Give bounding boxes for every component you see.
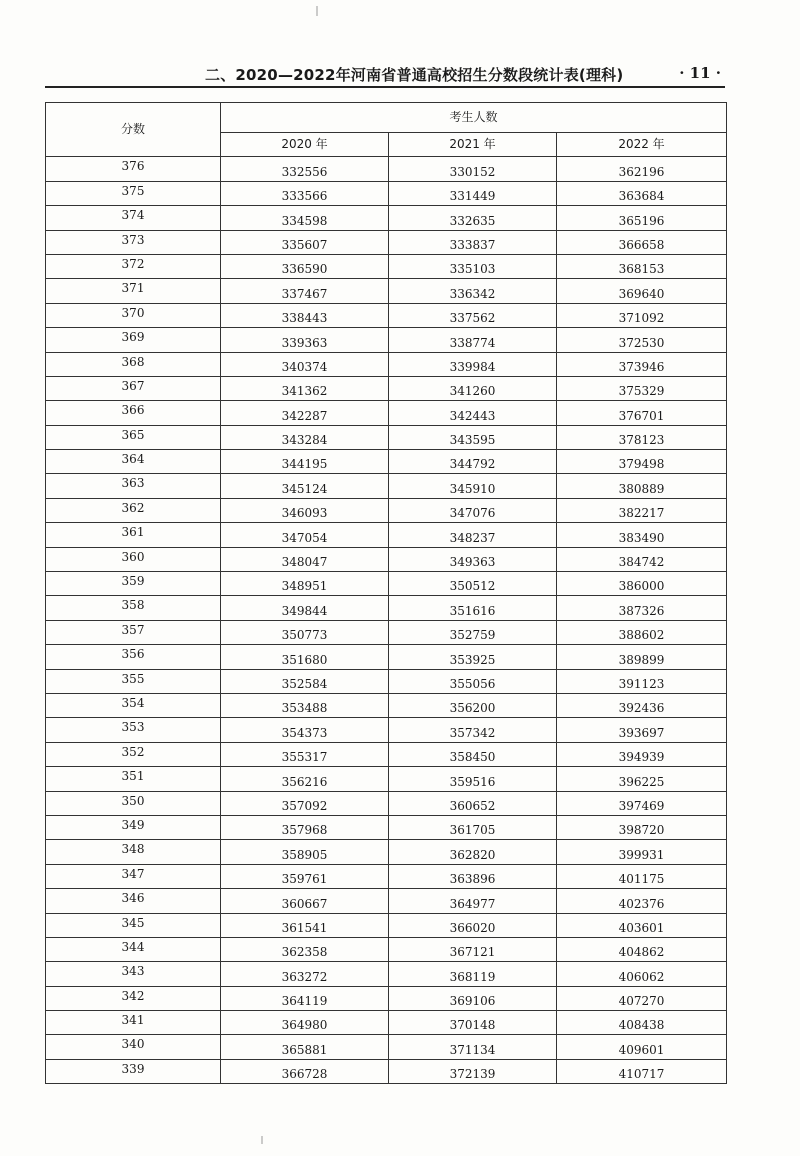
score-cell: 355 <box>46 669 221 693</box>
count-2020-cell: 346093 <box>221 498 389 522</box>
table-row <box>46 157 727 181</box>
count-2020-cell: 361541 <box>221 913 389 937</box>
count-2021-cell: 338774 <box>389 328 557 352</box>
count-2020-cell: 357092 <box>221 791 389 815</box>
count-2020-cell: 332556 <box>221 157 389 181</box>
score-cell: 374 <box>46 206 221 230</box>
count-2021-cell: 371134 <box>389 1035 557 1059</box>
count-2021-cell: 341260 <box>389 376 557 400</box>
table-row <box>46 791 727 815</box>
count-2020-cell: 364980 <box>221 1011 389 1035</box>
count-2020-cell: 334598 <box>221 206 389 230</box>
count-2020-cell: 357968 <box>221 815 389 839</box>
count-2021-cell: 362820 <box>389 840 557 864</box>
score-cell: 364 <box>46 450 221 474</box>
table-row <box>46 864 727 888</box>
score-cell: 370 <box>46 303 221 327</box>
count-2021-cell: 356200 <box>389 693 557 717</box>
table-row <box>46 303 727 327</box>
count-2020-cell: 336590 <box>221 254 389 278</box>
count-2022-cell: 407270 <box>557 986 727 1010</box>
count-2021-cell: 337562 <box>389 303 557 327</box>
score-cell: 356 <box>46 645 221 669</box>
score-cell: 368 <box>46 352 221 376</box>
score-cell: 365 <box>46 425 221 449</box>
score-cell: 361 <box>46 523 221 547</box>
count-2022-cell: 410717 <box>557 1059 727 1083</box>
table-row <box>46 937 727 961</box>
count-2020-cell: 358905 <box>221 840 389 864</box>
count-2020-cell: 337467 <box>221 279 389 303</box>
count-2020-cell: 348951 <box>221 572 389 596</box>
table-row <box>46 572 727 596</box>
score-cell: 362 <box>46 498 221 522</box>
count-2022-cell: 371092 <box>557 303 727 327</box>
candidate-count-header: 考生人数 <box>221 103 727 133</box>
count-2022-cell: 397469 <box>557 791 727 815</box>
table-row <box>46 596 727 620</box>
table-row <box>46 767 727 791</box>
count-2021-cell: 366020 <box>389 913 557 937</box>
count-2020-cell: 340374 <box>221 352 389 376</box>
count-2021-cell: 364977 <box>389 889 557 913</box>
score-column-header: 分数 <box>46 103 221 157</box>
count-2022-cell: 388602 <box>557 620 727 644</box>
count-2021-cell: 357342 <box>389 718 557 742</box>
table-row <box>46 1059 727 1083</box>
table-row <box>46 474 727 498</box>
count-2021-cell: 349363 <box>389 547 557 571</box>
count-2022-cell: 382217 <box>557 498 727 522</box>
score-cell: 344 <box>46 937 221 961</box>
score-cell: 358 <box>46 596 221 620</box>
count-2021-cell: 351616 <box>389 596 557 620</box>
table-row <box>46 352 727 376</box>
count-2020-cell: 348047 <box>221 547 389 571</box>
count-2021-cell: 330152 <box>389 157 557 181</box>
score-cell: 346 <box>46 889 221 913</box>
count-2022-cell: 392436 <box>557 693 727 717</box>
score-cell: 369 <box>46 328 221 352</box>
year-2020-header: 2020 年 <box>221 133 389 157</box>
count-2021-cell: 367121 <box>389 937 557 961</box>
table-row <box>46 815 727 839</box>
count-2021-cell: 358450 <box>389 742 557 766</box>
count-2021-cell: 345910 <box>389 474 557 498</box>
table-row <box>46 718 727 742</box>
score-cell: 348 <box>46 840 221 864</box>
count-2020-cell: 355317 <box>221 742 389 766</box>
count-2022-cell: 398720 <box>557 815 727 839</box>
count-2022-cell: 404862 <box>557 937 727 961</box>
table-row <box>46 254 727 278</box>
count-2020-cell: 342287 <box>221 401 389 425</box>
count-2021-cell: 372139 <box>389 1059 557 1083</box>
table-header-row <box>46 103 727 133</box>
count-2021-cell: 363896 <box>389 864 557 888</box>
table-row <box>46 620 727 644</box>
score-cell: 363 <box>46 474 221 498</box>
count-2020-cell: 351680 <box>221 645 389 669</box>
count-2020-cell: 362358 <box>221 937 389 961</box>
score-cell: 373 <box>46 230 221 254</box>
score-cell: 371 <box>46 279 221 303</box>
count-2022-cell: 376701 <box>557 401 727 425</box>
count-2020-cell: 341362 <box>221 376 389 400</box>
count-2021-cell: 347076 <box>389 498 557 522</box>
table-row <box>46 206 727 230</box>
count-2021-cell: 336342 <box>389 279 557 303</box>
count-2021-cell: 360652 <box>389 791 557 815</box>
count-2020-cell: 360667 <box>221 889 389 913</box>
table-row <box>46 669 727 693</box>
count-2021-cell: 361705 <box>389 815 557 839</box>
table-row <box>46 401 727 425</box>
count-2022-cell: 399931 <box>557 840 727 864</box>
count-2020-cell: 338443 <box>221 303 389 327</box>
score-cell: 359 <box>46 572 221 596</box>
score-cell: 343 <box>46 962 221 986</box>
count-2021-cell: 368119 <box>389 962 557 986</box>
count-2022-cell: 409601 <box>557 1035 727 1059</box>
count-2020-cell: 352584 <box>221 669 389 693</box>
score-cell: 353 <box>46 718 221 742</box>
count-2021-cell: 370148 <box>389 1011 557 1035</box>
table-row <box>46 1035 727 1059</box>
table-row <box>46 693 727 717</box>
score-cell: 351 <box>46 767 221 791</box>
count-2020-cell: 344195 <box>221 450 389 474</box>
table-row <box>46 498 727 522</box>
count-2021-cell: 331449 <box>389 181 557 205</box>
score-cell: 376 <box>46 157 221 181</box>
count-2022-cell: 373946 <box>557 352 727 376</box>
score-cell: 342 <box>46 986 221 1010</box>
count-2022-cell: 365196 <box>557 206 727 230</box>
count-2021-cell: 359516 <box>389 767 557 791</box>
score-cell: 347 <box>46 864 221 888</box>
score-cell: 375 <box>46 181 221 205</box>
count-2021-cell: 343595 <box>389 425 557 449</box>
table-row <box>46 742 727 766</box>
score-cell: 350 <box>46 791 221 815</box>
count-2022-cell: 389899 <box>557 645 727 669</box>
count-2022-cell: 391123 <box>557 669 727 693</box>
count-2022-cell: 396225 <box>557 767 727 791</box>
count-2022-cell: 408438 <box>557 1011 727 1035</box>
table-row <box>46 230 727 254</box>
page-header <box>45 62 725 88</box>
count-2022-cell: 393697 <box>557 718 727 742</box>
table-body <box>46 157 727 1084</box>
page-number: · 11 · <box>679 64 721 82</box>
count-2020-cell: 343284 <box>221 425 389 449</box>
count-2020-cell: 339363 <box>221 328 389 352</box>
score-cell: 372 <box>46 254 221 278</box>
table-row <box>46 523 727 547</box>
table-row <box>46 962 727 986</box>
count-2020-cell: 349844 <box>221 596 389 620</box>
score-cell: 367 <box>46 376 221 400</box>
score-cell: 349 <box>46 815 221 839</box>
count-2022-cell: 380889 <box>557 474 727 498</box>
table-row <box>46 645 727 669</box>
count-2020-cell: 335607 <box>221 230 389 254</box>
count-2022-cell: 387326 <box>557 596 727 620</box>
count-2021-cell: 348237 <box>389 523 557 547</box>
table-row <box>46 1011 727 1035</box>
count-2021-cell: 339984 <box>389 352 557 376</box>
score-cell: 354 <box>46 693 221 717</box>
count-2021-cell: 333837 <box>389 230 557 254</box>
table-row <box>46 328 727 352</box>
count-2022-cell: 402376 <box>557 889 727 913</box>
page-title: 二、2020—2022年河南省普通高校招生分数段统计表(理科) <box>205 66 624 84</box>
table-row <box>46 181 727 205</box>
count-2020-cell: 364119 <box>221 986 389 1010</box>
count-2022-cell: 375329 <box>557 376 727 400</box>
table-row <box>46 279 727 303</box>
count-2021-cell: 355056 <box>389 669 557 693</box>
count-2022-cell: 401175 <box>557 864 727 888</box>
count-2022-cell: 403601 <box>557 913 727 937</box>
count-2021-cell: 332635 <box>389 206 557 230</box>
count-2022-cell: 384742 <box>557 547 727 571</box>
count-2022-cell: 366658 <box>557 230 727 254</box>
count-2022-cell: 372530 <box>557 328 727 352</box>
header-rule <box>45 86 725 88</box>
table-row <box>46 376 727 400</box>
score-cell: 360 <box>46 547 221 571</box>
count-2020-cell: 365881 <box>221 1035 389 1059</box>
count-2022-cell: 363684 <box>557 181 727 205</box>
table-row <box>46 986 727 1010</box>
score-cell: 345 <box>46 913 221 937</box>
score-cell: 352 <box>46 742 221 766</box>
table-row <box>46 913 727 937</box>
table-row <box>46 425 727 449</box>
count-2020-cell: 356216 <box>221 767 389 791</box>
count-2022-cell: 368153 <box>557 254 727 278</box>
score-distribution-table <box>45 102 727 1084</box>
count-2020-cell: 366728 <box>221 1059 389 1083</box>
score-cell: 341 <box>46 1011 221 1035</box>
score-cell: 340 <box>46 1035 221 1059</box>
count-2020-cell: 347054 <box>221 523 389 547</box>
table-row <box>46 840 727 864</box>
count-2022-cell: 369640 <box>557 279 727 303</box>
count-2021-cell: 353925 <box>389 645 557 669</box>
count-2020-cell: 333566 <box>221 181 389 205</box>
count-2022-cell: 386000 <box>557 572 727 596</box>
count-2020-cell: 363272 <box>221 962 389 986</box>
count-2020-cell: 350773 <box>221 620 389 644</box>
count-2020-cell: 359761 <box>221 864 389 888</box>
table-row <box>46 889 727 913</box>
count-2020-cell: 345124 <box>221 474 389 498</box>
count-2022-cell: 406062 <box>557 962 727 986</box>
count-2022-cell: 394939 <box>557 742 727 766</box>
count-2022-cell: 362196 <box>557 157 727 181</box>
count-2021-cell: 344792 <box>389 450 557 474</box>
count-2022-cell: 378123 <box>557 425 727 449</box>
table-row <box>46 450 727 474</box>
count-2020-cell: 353488 <box>221 693 389 717</box>
count-2020-cell: 354373 <box>221 718 389 742</box>
count-2021-cell: 350512 <box>389 572 557 596</box>
count-2021-cell: 352759 <box>389 620 557 644</box>
table-row <box>46 547 727 571</box>
year-2022-header: 2022 年 <box>557 133 727 157</box>
count-2021-cell: 369106 <box>389 986 557 1010</box>
count-2021-cell: 335103 <box>389 254 557 278</box>
score-cell: 357 <box>46 620 221 644</box>
count-2022-cell: 379498 <box>557 450 727 474</box>
score-cell: 339 <box>46 1059 221 1083</box>
count-2021-cell: 342443 <box>389 401 557 425</box>
year-2021-header: 2021 年 <box>389 133 557 157</box>
score-cell: 366 <box>46 401 221 425</box>
count-2022-cell: 383490 <box>557 523 727 547</box>
